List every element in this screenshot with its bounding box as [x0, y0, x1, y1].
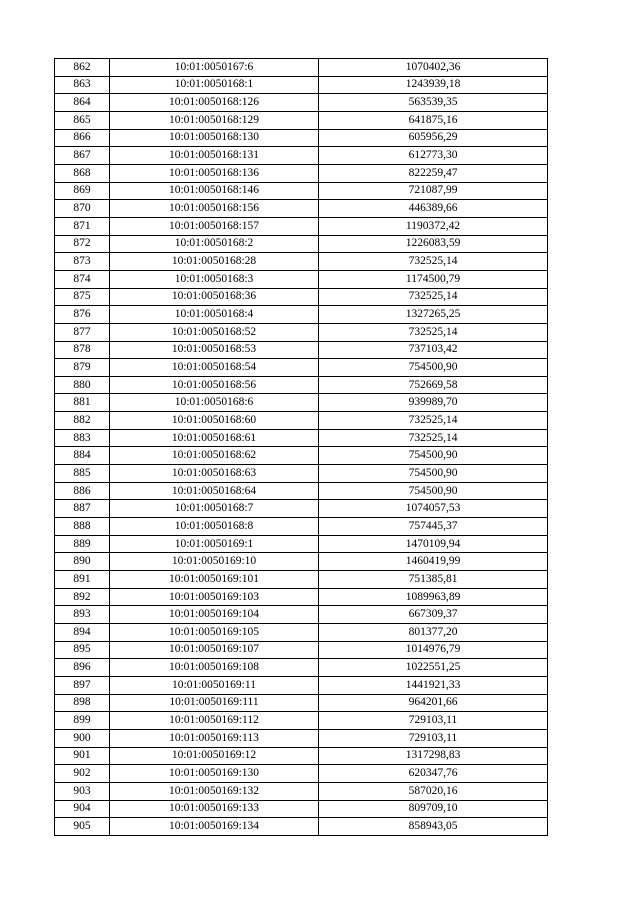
- cadastral-number-cell: 10:01:0050169:111: [110, 694, 319, 712]
- cadastral-number-cell: 10:01:0050168:136: [110, 164, 319, 182]
- table-row: [55, 76, 548, 94]
- cadastral-number-cell: 10:01:0050169:10: [110, 553, 319, 571]
- table-row: [55, 164, 548, 182]
- row-number-cell: 876: [55, 306, 110, 324]
- row-number-cell: 905: [55, 818, 110, 836]
- row-number-cell: 904: [55, 800, 110, 818]
- row-number-cell: 896: [55, 659, 110, 677]
- cadastral-number-cell: 10:01:0050168:2: [110, 235, 319, 253]
- row-number-cell: 897: [55, 676, 110, 694]
- row-number-cell: 864: [55, 94, 110, 112]
- table-row: [55, 465, 548, 483]
- cadastral-number-cell: 10:01:0050168:62: [110, 447, 319, 465]
- cadastral-value-cell: 1022551,25: [319, 659, 548, 677]
- cadastral-value-cell: 751385,81: [319, 571, 548, 589]
- cadastral-number-cell: 10:01:0050169:107: [110, 641, 319, 659]
- cadastral-number-cell: 10:01:0050169:133: [110, 800, 319, 818]
- cadastral-value-cell: 620347,76: [319, 765, 548, 783]
- row-number-cell: 868: [55, 164, 110, 182]
- row-number-cell: 899: [55, 712, 110, 730]
- cadastral-number-cell: 10:01:0050169:105: [110, 624, 319, 642]
- row-number-cell: 874: [55, 270, 110, 288]
- row-number-cell: 900: [55, 729, 110, 747]
- row-number-cell: 902: [55, 765, 110, 783]
- cadastral-number-cell: 10:01:0050168:8: [110, 518, 319, 536]
- row-number-cell: 881: [55, 394, 110, 412]
- table-row: [55, 729, 548, 747]
- cadastral-value-cell: 1089963,89: [319, 588, 548, 606]
- cadastral-value-cell: 858943,05: [319, 818, 548, 836]
- table-row: [55, 535, 548, 553]
- row-number-cell: 884: [55, 447, 110, 465]
- table-row: [55, 394, 548, 412]
- cadastral-value-cell: 822259,47: [319, 164, 548, 182]
- row-number-cell: 871: [55, 217, 110, 235]
- table-row: [55, 571, 548, 589]
- cadastral-value-cell: 612773,30: [319, 147, 548, 165]
- row-number-cell: 901: [55, 747, 110, 765]
- cadastral-value-cell: 1014976,79: [319, 641, 548, 659]
- table-row: [55, 447, 548, 465]
- cadastral-value-cell: 754500,90: [319, 359, 548, 377]
- cadastral-value-cell: 721087,99: [319, 182, 548, 200]
- cadastral-number-cell: 10:01:0050168:157: [110, 217, 319, 235]
- cadastral-number-cell: 10:01:0050168:61: [110, 429, 319, 447]
- cadastral-number-cell: 10:01:0050169:130: [110, 765, 319, 783]
- cadastral-value-cell: 1174500,79: [319, 270, 548, 288]
- cadastral-value-cell: 1070402,36: [319, 59, 548, 77]
- table-row: [55, 553, 548, 571]
- cadastral-value-cell: 737103,42: [319, 341, 548, 359]
- cadastral-value-cell: 446389,66: [319, 200, 548, 218]
- cadastral-value-cell: 754500,90: [319, 482, 548, 500]
- cadastral-number-cell: 10:01:0050169:104: [110, 606, 319, 624]
- table-row: [55, 147, 548, 165]
- cadastral-value-cell: 732525,14: [319, 429, 548, 447]
- row-number-cell: 863: [55, 76, 110, 94]
- row-number-cell: 865: [55, 111, 110, 129]
- cadastral-number-cell: 10:01:0050168:52: [110, 323, 319, 341]
- cadastral-number-cell: 10:01:0050169:103: [110, 588, 319, 606]
- table-row: [55, 59, 548, 77]
- cadastral-number-cell: 10:01:0050169:108: [110, 659, 319, 677]
- cadastral-value-cell: 732525,14: [319, 323, 548, 341]
- table-row: [55, 518, 548, 536]
- cadastral-value-cell: 1327265,25: [319, 306, 548, 324]
- table-row: [55, 765, 548, 783]
- row-number-cell: 889: [55, 535, 110, 553]
- cadastral-number-cell: 10:01:0050168:131: [110, 147, 319, 165]
- table-row: [55, 129, 548, 147]
- cadastral-number-cell: 10:01:0050168:130: [110, 129, 319, 147]
- row-number-cell: 895: [55, 641, 110, 659]
- row-number-cell: 878: [55, 341, 110, 359]
- cadastral-number-cell: 10:01:0050168:3: [110, 270, 319, 288]
- table-row: [55, 376, 548, 394]
- table-row: [55, 217, 548, 235]
- cadastral-number-cell: 10:01:0050168:28: [110, 253, 319, 271]
- cadastral-value-cell: 563539,35: [319, 94, 548, 112]
- table-row: [55, 800, 548, 818]
- cadastral-number-cell: 10:01:0050167:6: [110, 59, 319, 77]
- cadastral-value-cell: 754500,90: [319, 447, 548, 465]
- table-row: [55, 694, 548, 712]
- cadastral-number-cell: 10:01:0050168:36: [110, 288, 319, 306]
- cadastral-value-cell: 605956,29: [319, 129, 548, 147]
- row-number-cell: 869: [55, 182, 110, 200]
- cadastral-number-cell: 10:01:0050169:134: [110, 818, 319, 836]
- cadastral-value-cell: 939989,70: [319, 394, 548, 412]
- table-row: [55, 429, 548, 447]
- table-row: [55, 235, 548, 253]
- row-number-cell: 875: [55, 288, 110, 306]
- table-row: [55, 818, 548, 836]
- cadastral-value-cell: 729103,11: [319, 712, 548, 730]
- table-row: [55, 659, 548, 677]
- cadastral-number-cell: 10:01:0050168:146: [110, 182, 319, 200]
- table-row: [55, 341, 548, 359]
- table-row: [55, 676, 548, 694]
- row-number-cell: 870: [55, 200, 110, 218]
- table-row: [55, 323, 548, 341]
- row-number-cell: 872: [55, 235, 110, 253]
- cadastral-number-cell: 10:01:0050169:112: [110, 712, 319, 730]
- cadastral-number-cell: 10:01:0050168:53: [110, 341, 319, 359]
- cadastral-number-cell: 10:01:0050168:129: [110, 111, 319, 129]
- table-row: [55, 482, 548, 500]
- cadastral-value-cell: 729103,11: [319, 729, 548, 747]
- row-number-cell: 877: [55, 323, 110, 341]
- table-row: [55, 412, 548, 430]
- cadastral-number-cell: 10:01:0050169:12: [110, 747, 319, 765]
- row-number-cell: 886: [55, 482, 110, 500]
- cadastral-value-cell: 754500,90: [319, 465, 548, 483]
- cadastral-number-cell: 10:01:0050168:4: [110, 306, 319, 324]
- row-number-cell: 890: [55, 553, 110, 571]
- cadastral-number-cell: 10:01:0050168:1: [110, 76, 319, 94]
- row-number-cell: 873: [55, 253, 110, 271]
- cadastral-number-cell: 10:01:0050169:1: [110, 535, 319, 553]
- cadastral-number-cell: 10:01:0050168:60: [110, 412, 319, 430]
- cadastral-value-cell: 757445,37: [319, 518, 548, 536]
- table-row: [55, 782, 548, 800]
- cadastral-value-cell: 1470109,94: [319, 535, 548, 553]
- row-number-cell: 867: [55, 147, 110, 165]
- table-row: [55, 200, 548, 218]
- row-number-cell: 879: [55, 359, 110, 377]
- cadastral-number-cell: 10:01:0050169:132: [110, 782, 319, 800]
- table-row: [55, 712, 548, 730]
- cadastral-value-cell: 752669,58: [319, 376, 548, 394]
- cadastral-number-cell: 10:01:0050168:54: [110, 359, 319, 377]
- row-number-cell: 898: [55, 694, 110, 712]
- row-number-cell: 887: [55, 500, 110, 518]
- cadastral-value-cell: 964201,66: [319, 694, 548, 712]
- table-row: [55, 500, 548, 518]
- cadastral-value-cell: 1460419,99: [319, 553, 548, 571]
- cadastral-value-cell: 667309,37: [319, 606, 548, 624]
- cadastral-value-cell: 809709,10: [319, 800, 548, 818]
- cadastral-number-cell: 10:01:0050169:101: [110, 571, 319, 589]
- table-row: [55, 270, 548, 288]
- table-row: [55, 111, 548, 129]
- row-number-cell: 903: [55, 782, 110, 800]
- cadastral-number-cell: 10:01:0050169:113: [110, 729, 319, 747]
- table-row: [55, 182, 548, 200]
- cadastral-value-cell: 1317298,83: [319, 747, 548, 765]
- row-number-cell: 893: [55, 606, 110, 624]
- row-number-cell: 894: [55, 624, 110, 642]
- row-number-cell: 892: [55, 588, 110, 606]
- table-row: [55, 747, 548, 765]
- row-number-cell: 885: [55, 465, 110, 483]
- row-number-cell: 862: [55, 59, 110, 77]
- table-row: [55, 641, 548, 659]
- cadastral-value-cell: 587020,16: [319, 782, 548, 800]
- cadastral-value-cell: 732525,14: [319, 253, 548, 271]
- cadastral-value-cell: 641875,16: [319, 111, 548, 129]
- table-row: [55, 253, 548, 271]
- table-row: [55, 306, 548, 324]
- cadastral-value-cell: 1190372,42: [319, 217, 548, 235]
- cadastral-value-table: [54, 58, 548, 836]
- row-number-cell: 880: [55, 376, 110, 394]
- table-row: [55, 359, 548, 377]
- table-row: [55, 588, 548, 606]
- cadastral-number-cell: 10:01:0050168:156: [110, 200, 319, 218]
- cadastral-number-cell: 10:01:0050168:56: [110, 376, 319, 394]
- row-number-cell: 891: [55, 571, 110, 589]
- table-body: [55, 59, 548, 836]
- cadastral-number-cell: 10:01:0050168:7: [110, 500, 319, 518]
- table-row: [55, 624, 548, 642]
- row-number-cell: 888: [55, 518, 110, 536]
- cadastral-value-cell: 1243939,18: [319, 76, 548, 94]
- row-number-cell: 882: [55, 412, 110, 430]
- cadastral-value-cell: 1441921,33: [319, 676, 548, 694]
- cadastral-value-cell: 1074057,53: [319, 500, 548, 518]
- table-row: [55, 606, 548, 624]
- cadastral-number-cell: 10:01:0050169:11: [110, 676, 319, 694]
- cadastral-number-cell: 10:01:0050168:64: [110, 482, 319, 500]
- cadastral-value-cell: 732525,14: [319, 412, 548, 430]
- cadastral-number-cell: 10:01:0050168:63: [110, 465, 319, 483]
- cadastral-number-cell: 10:01:0050168:6: [110, 394, 319, 412]
- table-row: [55, 94, 548, 112]
- cadastral-value-cell: 801377,20: [319, 624, 548, 642]
- row-number-cell: 883: [55, 429, 110, 447]
- cadastral-number-cell: 10:01:0050168:126: [110, 94, 319, 112]
- table-row: [55, 288, 548, 306]
- row-number-cell: 866: [55, 129, 110, 147]
- cadastral-value-cell: 1226083,59: [319, 235, 548, 253]
- cadastral-value-cell: 732525,14: [319, 288, 548, 306]
